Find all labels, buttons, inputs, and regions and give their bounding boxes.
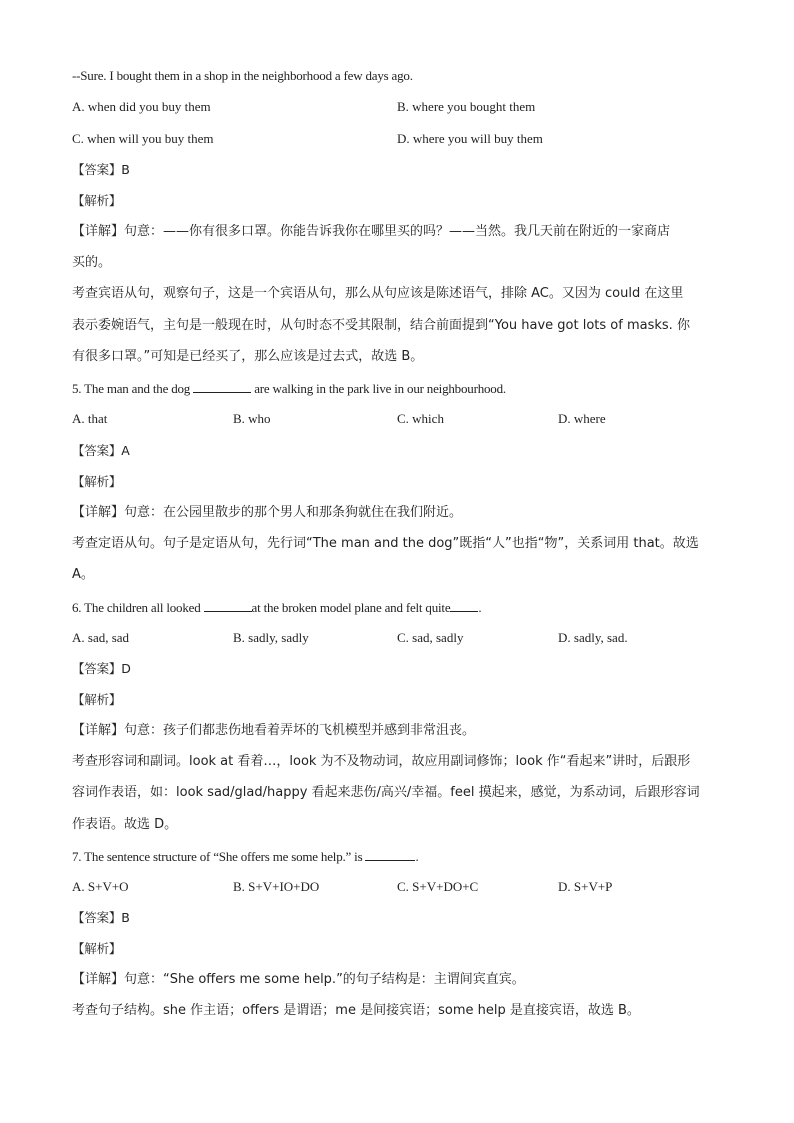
q4-option-a: A. when did you buy them xyxy=(72,99,211,114)
q5-option-a: A. that xyxy=(72,411,108,426)
q7-stem xyxy=(72,846,724,867)
q5-option-c: C. which xyxy=(397,411,444,426)
q7-detail-line: 【详解】句意：“She offers me some help.”的句子结构是：主谓间宾直宾。 xyxy=(72,972,525,987)
q7-stem-post: . xyxy=(415,849,419,864)
q6-option-a: A. sad, sad xyxy=(72,630,130,645)
q4-exp-line: 考查宾语从句，观察句子，这是一个宾语从句，那么从句应该是陈述语气，排除 AC。又因为 could 在这里 xyxy=(72,286,684,302)
q6-detail-line: 【详解】句意：孩子们都悲伤地看着弄坏的飞机模型并感到非常沮丧。 xyxy=(72,723,476,738)
q6-explanation xyxy=(72,721,724,846)
q6-exp-line: 考查形容词和副词。look at 看着…，look 为不及物动词，故应用副词修饰；look 作“看起来”讲时，后跟形 xyxy=(72,754,691,770)
q4-answer: 【答案】B xyxy=(72,162,130,177)
q6-option-d: D. sadly, sad. xyxy=(558,630,628,645)
q7-option-b: B. S+V+IO+DO xyxy=(233,879,320,894)
q5-blank xyxy=(193,378,251,393)
q5-answer: 【答案】A xyxy=(72,443,130,458)
q4-option-b: B. where you bought them xyxy=(397,99,536,114)
q7-explanation xyxy=(72,970,724,1032)
q4-option-d: D. where you will buy them xyxy=(397,131,543,146)
q6-option-b: B. sadly, sadly xyxy=(233,630,309,645)
q7-answer: 【答案】B xyxy=(72,910,130,925)
q4-exp-line: 表示委婉语气，主句是一般现在时，从句时态不受其限制，结合前面提到“You have got lots of masks. 你 xyxy=(72,317,690,333)
q4-explanation xyxy=(72,222,724,378)
q5-analysis-label: 【解析】 xyxy=(72,474,122,489)
q4-detail-line: 买的。 xyxy=(72,255,112,271)
q6-blank-2 xyxy=(450,597,478,612)
q5-option-b: B. who xyxy=(233,411,271,426)
q7-option-c: C. S+V+DO+C xyxy=(397,879,479,894)
q5-explanation xyxy=(72,503,724,597)
q7-option-a: A. S+V+O xyxy=(72,879,129,894)
q7-blank xyxy=(365,846,415,861)
q7-analysis-label: 【解析】 xyxy=(72,941,122,956)
q5-exp-line: A。 xyxy=(72,567,94,583)
q7-stem-pre: 7. The sentence structure of “She offers me some help.” is xyxy=(72,849,366,864)
q4-analysis-label: 【解析】 xyxy=(72,193,122,208)
q6-stem-pre: 6. The children all looked xyxy=(72,600,204,615)
q5-detail-line: 【详解】句意：在公园里散步的那个男人和那条狗就住在我们附近。 xyxy=(72,505,463,520)
q5-stem-pre: 5. The man and the dog xyxy=(72,381,194,396)
q5-option-d: D. where xyxy=(558,411,606,426)
q6-answer: 【答案】D xyxy=(72,661,131,676)
q7-exp-line: 考查句子结构。she 作主语；offers 是谓语；me 是间接宾语；some help 是直接宾语，故选 B。 xyxy=(72,1003,640,1019)
q4-exp-line: 有很多口罩。”可知是已经买了，那么应该是过去式，故选 B。 xyxy=(72,348,424,364)
q6-exp-line: 容词作表语，如：look sad/glad/happy 看起来悲伤/高兴/幸福。feel 摸起来，感觉，为系动词，后跟形容词 xyxy=(72,785,700,801)
q5-stem xyxy=(72,378,724,399)
q4-dialogue: --Sure. I bought them in a shop in the neighborhood a few days ago. xyxy=(72,68,413,83)
q6-stem xyxy=(72,597,724,618)
q4-option-c: C. when will you buy them xyxy=(72,131,214,146)
q5-exp-line: 考查定语从句。句子是定语从句，先行词“The man and the dog”既指“人”也指“物”，关系词用 that。故选 xyxy=(72,536,699,552)
q5-stem-post: are walking in the park live in our neighbourhood. xyxy=(251,381,506,396)
q6-blank-1 xyxy=(204,597,252,612)
q6-stem-mid: at the broken model plane and felt quite xyxy=(251,600,451,615)
q6-stem-post: . xyxy=(478,600,482,615)
q6-analysis-label: 【解析】 xyxy=(72,692,122,707)
q7-option-d: D. S+V+P xyxy=(558,879,613,894)
q6-exp-line: 作表语。故选 D。 xyxy=(72,816,178,832)
q6-option-c: C. sad, sadly xyxy=(397,630,464,645)
q4-detail-line: 【详解】句意：——你有很多口罩。你能告诉我你在哪里买的吗？——当然。我几天前在附近的一家商店 xyxy=(72,224,671,239)
